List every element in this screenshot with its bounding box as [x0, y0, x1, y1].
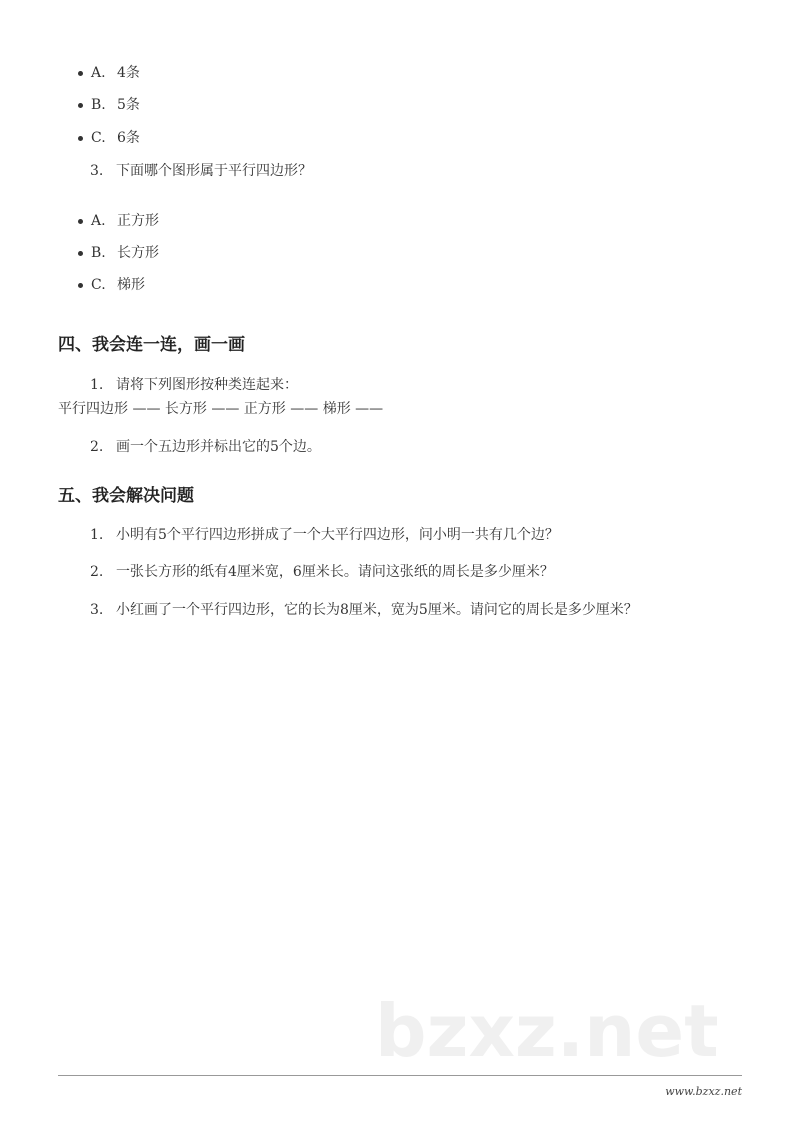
option-c — [78, 129, 140, 147]
option-label: B. — [91, 97, 106, 113]
item-number: 2. — [90, 439, 104, 455]
option-text: 梯形 — [117, 277, 145, 293]
option-a — [78, 64, 140, 82]
question-text: 下面哪个图形属于平行四边形？ — [116, 163, 312, 179]
option-text: 6条 — [117, 130, 140, 146]
option-c — [78, 276, 145, 294]
option-text: 长方形 — [117, 245, 159, 261]
option-label: C. — [91, 277, 106, 293]
connect-line: 平行四边形 —— 长方形 —— 正方形 —— 梯形 —— — [58, 401, 384, 417]
option-label: B. — [91, 245, 106, 261]
footer-url: www.bzxz.net — [665, 1085, 742, 1098]
item-text: 请将下列图形按种类连起来： — [116, 377, 298, 393]
section-4-item-1 — [90, 376, 298, 394]
section-5-item-3 — [90, 601, 638, 619]
section-5-heading: 五、我会解决问题 — [58, 486, 194, 506]
watermark: bzxz.net — [375, 989, 719, 1073]
item-text: 画一个五边形并标出它的5个边。 — [116, 439, 321, 455]
item-number: 1. — [90, 377, 104, 393]
question-3 — [90, 162, 312, 180]
option-label: A. — [91, 65, 106, 81]
section-5-item-1 — [90, 526, 559, 544]
option-b — [78, 96, 140, 114]
section-4-item-2 — [90, 438, 321, 456]
option-text: 5条 — [117, 97, 140, 113]
item-number: 1. — [90, 527, 104, 543]
option-text: 4条 — [117, 65, 140, 81]
item-text: 小明有5个平行四边形拼成了一个大平行四边形，问小明一共有几个边？ — [116, 527, 559, 543]
option-label: A. — [91, 213, 106, 229]
option-a — [78, 212, 159, 230]
footer-divider — [58, 1075, 742, 1076]
item-text: 一张长方形的纸有4厘米宽，6厘米长。请问这张纸的周长是多少厘米？ — [116, 564, 554, 580]
option-b — [78, 244, 159, 262]
question-number: 3. — [90, 163, 104, 179]
item-text: 小红画了一个平行四边形，它的长为8厘米，宽为5厘米。请问它的周长是多少厘米？ — [116, 602, 638, 618]
section-5-item-2 — [90, 563, 554, 581]
item-number: 3. — [90, 602, 104, 618]
section-4-heading: 四、我会连一连，画一画 — [58, 335, 245, 355]
item-number: 2. — [90, 564, 104, 580]
option-text: 正方形 — [117, 213, 159, 229]
option-label: C. — [91, 130, 106, 146]
